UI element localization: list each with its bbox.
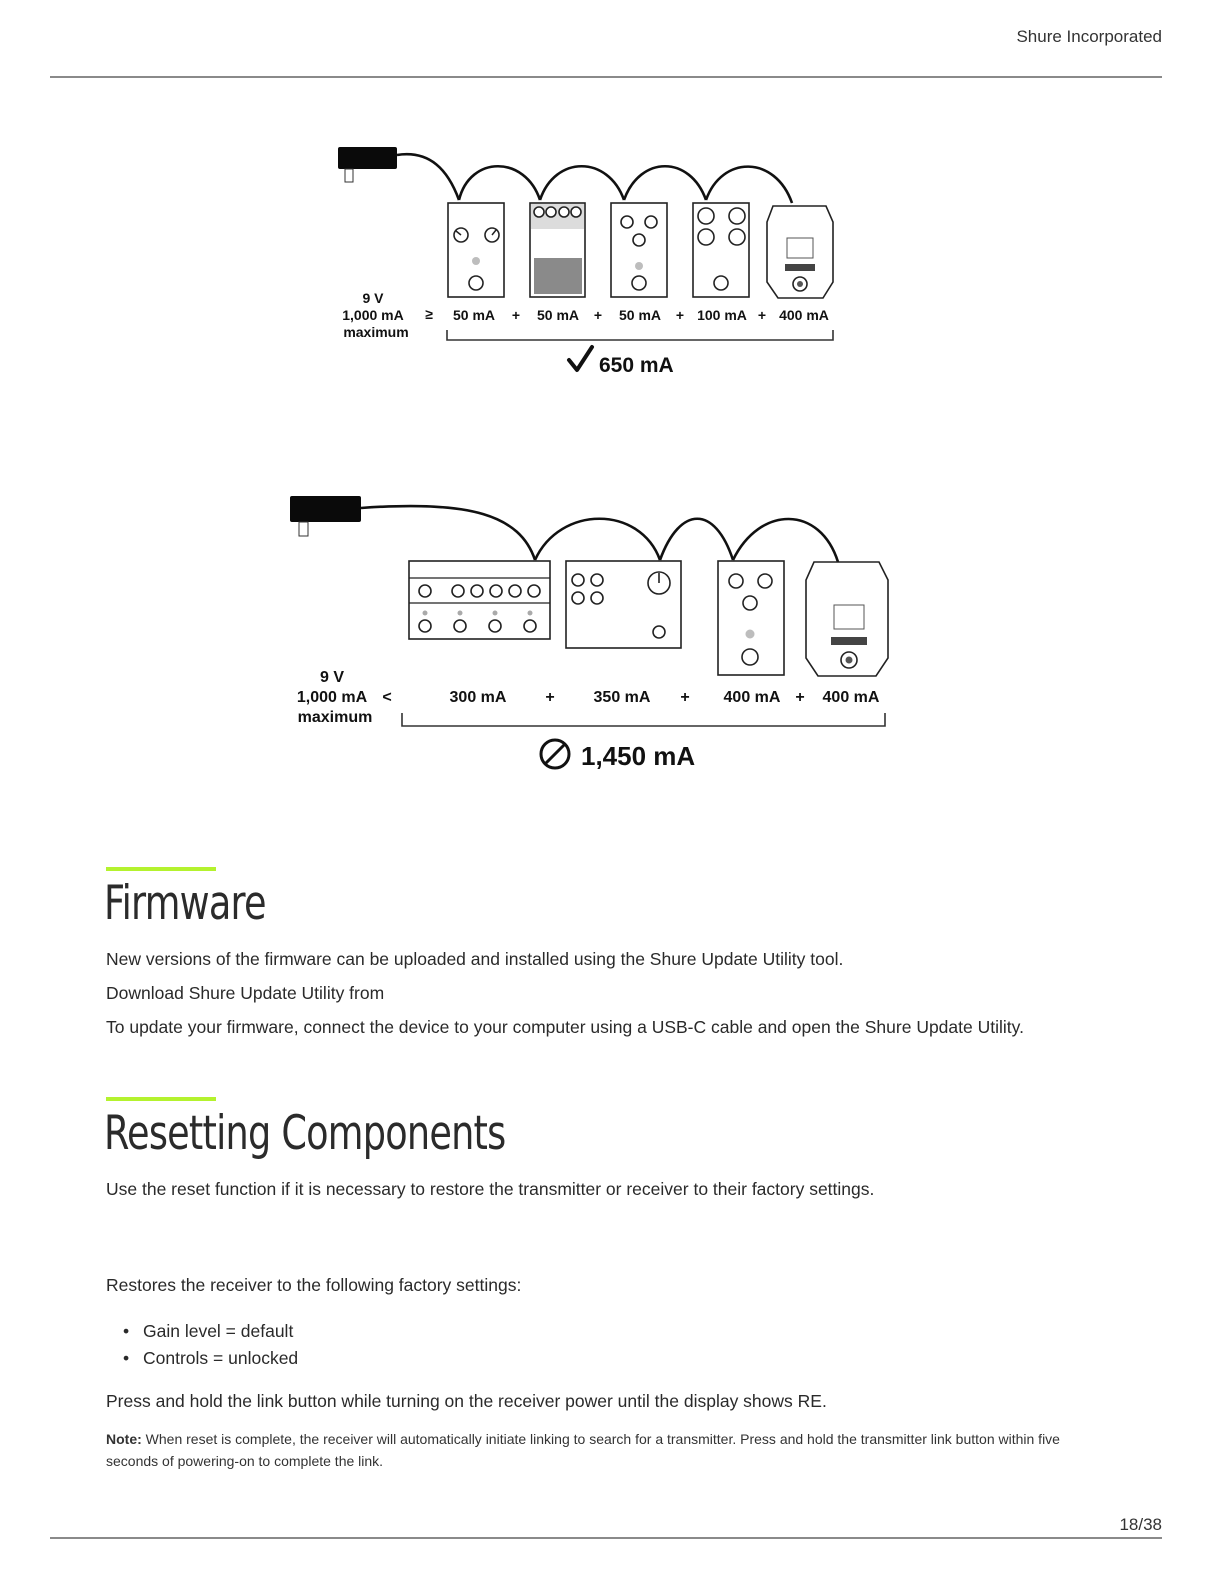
pedal-standard [718, 561, 784, 675]
plus-sign: + [757, 307, 767, 323]
power-supply-adapter [338, 147, 397, 182]
power-diagram-within-limit [0, 130, 1224, 390]
plus-sign: + [545, 689, 555, 706]
total-current: 650 mA [599, 354, 674, 377]
firmware-update-instructions: To update your firmware, connect the device to your computer using a USB-C cable and open the Shure Update Utility. [106, 1017, 1024, 1037]
prohibited-icon [541, 740, 569, 768]
wireless-receiver-pedal [806, 562, 888, 676]
supply-voltage: 9 V [319, 669, 345, 686]
load-label: 400 mA [822, 689, 880, 706]
supply-current: 1,000 mA [296, 689, 368, 706]
list-item: • Gain level = default [106, 1318, 298, 1345]
reset-intro: Use the reset function if it is necessary to restore the transmitter or receiver to their factory settings. [106, 1179, 875, 1199]
firmware-heading: Firmware [104, 876, 266, 931]
pedal-4 [693, 203, 749, 297]
comparison-operator: ≥ [425, 306, 433, 322]
supply-voltage: 9 V [362, 290, 384, 306]
load-label: 300 mA [449, 689, 507, 706]
power-diagram-over-limit [0, 480, 1224, 780]
pedal-2 [530, 203, 585, 297]
load-label: 50 mA [452, 307, 496, 323]
supply-limit: maximum [343, 324, 409, 340]
supply-limit: maximum [297, 709, 373, 726]
note-text: When reset is complete, the receiver will automatically initiate linking to search for a transmitter. Press and hold the transmitter link button within five seconds of powering-on to complete the link. [106, 1431, 1060, 1469]
reset-note [106, 1428, 1096, 1472]
plus-sign: + [593, 307, 603, 323]
load-label: 100 mA [697, 307, 747, 323]
pedal-large-multi [409, 561, 550, 639]
header-company: Shure Incorporated [1016, 27, 1162, 46]
pedal-wide [566, 561, 681, 648]
firmware-paragraph: New versions of the firmware can be uploaded and installed using the Shure Update Utility tool. [106, 949, 844, 969]
power-supply-adapter [290, 496, 361, 536]
plus-sign: + [795, 689, 805, 706]
load-label: 50 mA [536, 307, 580, 323]
checkmark-icon [569, 347, 592, 370]
header-rule [50, 76, 1162, 78]
load-label: 50 mA [618, 307, 662, 323]
comparison-operator: < [382, 689, 392, 706]
plus-sign: + [675, 307, 685, 323]
pedal-1 [448, 203, 504, 297]
daisy-chain-cable [361, 506, 838, 562]
section-accent-bar [106, 1097, 216, 1101]
section-accent-bar [106, 867, 216, 871]
firmware-download-text: Download Shure Update Utility from [106, 983, 385, 1003]
daisy-chain-cable [397, 154, 792, 203]
page-number: 18/38 [1119, 1515, 1162, 1534]
wireless-receiver-pedal [767, 206, 833, 298]
load-label: 350 mA [593, 689, 651, 706]
note-label: Note: [106, 1431, 142, 1447]
sum-bracket [447, 330, 833, 340]
total-current: 1,450 mA [581, 741, 696, 771]
load-labels [297, 669, 880, 726]
reset-heading: Resetting Components [104, 1106, 506, 1161]
load-label: 400 mA [723, 689, 781, 706]
list-item: • Controls = unlocked [106, 1345, 298, 1372]
load-label: 400 mA [779, 307, 829, 323]
factory-settings-list [106, 1318, 298, 1372]
plus-sign: + [511, 307, 521, 323]
reset-instructions: Press and hold the link button while turning on the receiver power until the display shows RE. [106, 1391, 827, 1411]
footer-rule [50, 1537, 1162, 1539]
reset-restores-text: Restores the receiver to the following factory settings: [106, 1275, 522, 1295]
sum-bracket [402, 713, 885, 726]
supply-current: 1,000 mA [342, 307, 404, 323]
pedal-3 [611, 203, 667, 297]
plus-sign: + [680, 689, 690, 706]
